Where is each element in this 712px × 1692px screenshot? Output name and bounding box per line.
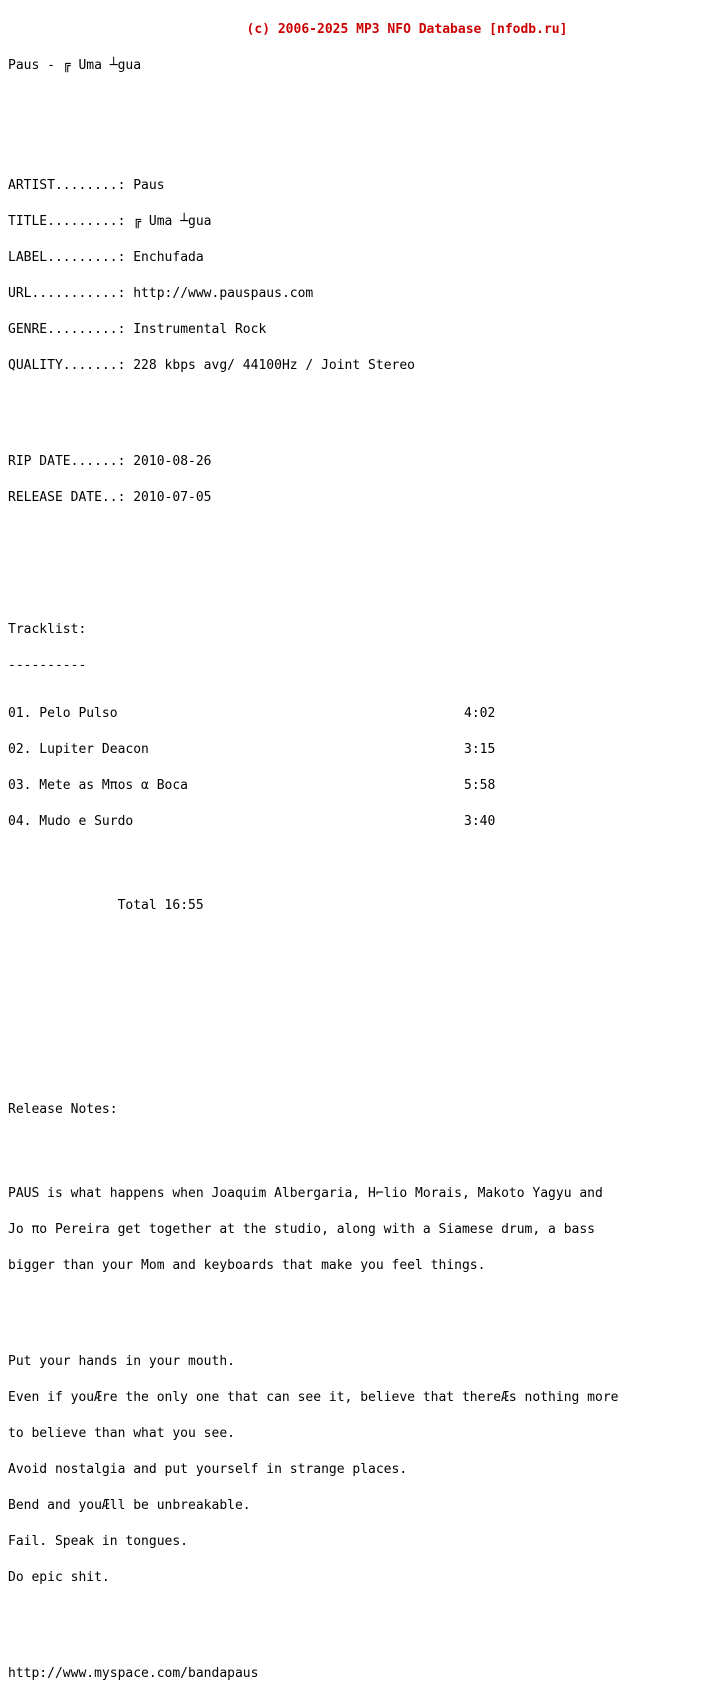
info-value: Instrumental Rock	[133, 322, 267, 337]
blank-line	[8, 984, 708, 996]
info-genre	[8, 324, 708, 336]
release-date	[8, 492, 708, 504]
blank-line	[8, 132, 708, 144]
info-quality	[8, 360, 708, 372]
total-time	[8, 900, 708, 912]
info-value: Enchufada	[133, 250, 204, 265]
release-notes-heading: Release Notes:	[8, 1102, 118, 1117]
tracklist-heading: Tracklist:	[8, 622, 87, 637]
blank-line	[8, 576, 708, 588]
info-key: LABEL.........:	[8, 250, 134, 265]
blank-line	[8, 864, 708, 876]
info-key: QUALITY.......:	[8, 358, 134, 373]
myspace-link[interactable]: http://www.myspace.com/bandapaus	[8, 1666, 259, 1681]
blank-line	[8, 948, 708, 960]
blank-line	[8, 540, 708, 552]
site-banner[interactable]: (c) 2006-2025 MP3 NFO Database [nfodb.ru]	[246, 22, 568, 37]
track-time: 4:02	[464, 706, 496, 721]
info-value: ╔ Uma ┴gua	[133, 214, 212, 229]
release-title: Paus - ╔ Uma ┴gua	[8, 58, 142, 73]
blank-line	[8, 96, 708, 108]
notes-line: Even if youÆre the only one that can see it, believe that thereÆs nothing more	[8, 1390, 619, 1405]
info-title	[8, 216, 708, 228]
notes-line: Jo πo Pereira get together at the studio, along with a Siamese drum, a bass	[8, 1222, 595, 1237]
notes-line: Avoid nostalgia and put yourself in strange places.	[8, 1462, 408, 1477]
notes-line: to believe than what you see.	[8, 1426, 235, 1441]
info-key: ARTIST........:	[8, 178, 134, 193]
info-artist	[8, 180, 708, 192]
notes-line: bigger than your Mom and keyboards that make you feel things.	[8, 1258, 486, 1273]
notes-line: Put your hands in your mouth.	[8, 1354, 235, 1369]
info-value: http://www.pauspaus.com	[133, 286, 314, 301]
track-title: 04. Mudo e Surdo	[8, 814, 134, 829]
info-value: 228 kbps avg/ 44100Hz / Joint Stereo	[133, 358, 415, 373]
notes-line: Fail. Speak in tongues.	[8, 1534, 189, 1549]
track-row	[8, 708, 708, 720]
track-row	[8, 816, 708, 828]
track-title: 01. Pelo Pulso	[8, 706, 118, 721]
notes-line: Do epic shit.	[8, 1570, 110, 1585]
date-value: 2010-07-05	[133, 490, 212, 505]
blank-line	[8, 1020, 708, 1032]
tracklist-rule: ----------	[8, 658, 87, 673]
info-key: URL...........:	[8, 286, 134, 301]
track-row	[8, 780, 708, 792]
blank-line	[8, 1056, 708, 1068]
date-value: 2010-08-26	[133, 454, 212, 469]
notes-line: Bend and youÆll be unbreakable.	[8, 1498, 251, 1513]
info-value: Paus	[133, 178, 165, 193]
date-key: RIP DATE......:	[8, 454, 134, 469]
track-row	[8, 744, 708, 756]
notes-line: PAUS is what happens when Joaquim Albergaria, H⌐lio Morais, Makoto Yagyu and	[8, 1186, 603, 1201]
info-label	[8, 252, 708, 264]
track-title: 02. Lupiter Deacon	[8, 742, 149, 757]
track-time: 3:40	[464, 814, 496, 829]
blank-line	[8, 1140, 708, 1152]
track-time: 5:58	[464, 778, 496, 793]
blank-line	[8, 1308, 708, 1320]
info-key: GENRE.........:	[8, 322, 134, 337]
track-time: 3:15	[464, 742, 496, 757]
track-title: 03. Mete as Mπos α Boca	[8, 778, 189, 793]
blank-line	[8, 408, 708, 420]
date-key: RELEASE DATE..:	[8, 490, 134, 505]
info-url	[8, 288, 708, 300]
nfo-document	[8, 0, 708, 1692]
info-key: TITLE.........:	[8, 214, 134, 229]
blank-line	[8, 1620, 708, 1632]
total-time-value: Total 16:55	[117, 898, 204, 913]
rip-date	[8, 456, 708, 468]
